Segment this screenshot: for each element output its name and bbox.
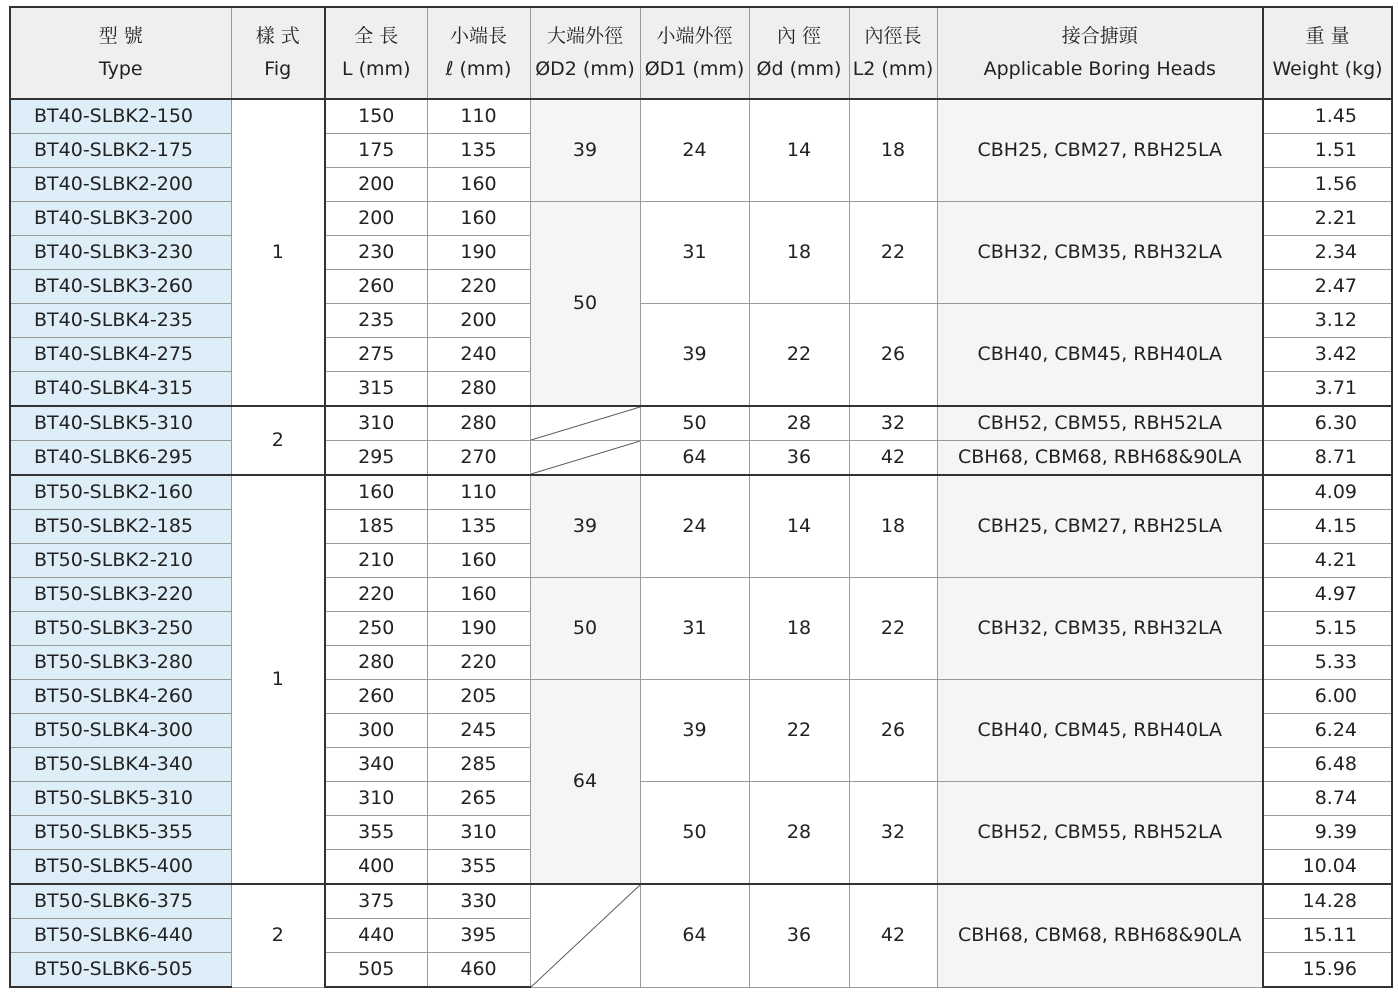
table-row [10,782,1392,816]
table-row [10,475,1392,510]
weight-cell: 2.34 [1263,236,1392,270]
type-cell: BT40-SLBK2-200 [10,168,231,202]
weight-cell: 15.11 [1263,919,1392,953]
length-cell: 200 [325,202,427,236]
weight-cell: 2.21 [1263,202,1392,236]
small-end-length-cell: 240 [427,338,530,372]
type-cell: BT50-SLBK3-250 [10,612,231,646]
small-end-length-cell: 160 [427,578,530,612]
weight-cell: 5.33 [1263,646,1392,680]
weight-cell: 5.15 [1263,612,1392,646]
weight-cell: 1.45 [1263,99,1392,134]
weight-cell: 1.51 [1263,134,1392,168]
header-small-end-length [427,7,530,99]
weight-cell: 15.96 [1263,953,1392,988]
table-row [10,441,1392,476]
inner-diameter-cell: 14 [749,475,849,578]
type-cell: BT40-SLBK4-315 [10,372,231,407]
type-cell: BT40-SLBK2-175 [10,134,231,168]
large-od-cell: 39 [530,475,640,578]
fig-cell: 2 [231,406,325,475]
small-end-length-cell: 220 [427,646,530,680]
small-end-length-cell: 310 [427,816,530,850]
inner-length-cell: 32 [849,782,937,885]
header-boring-heads [937,7,1263,99]
inner-length-cell: 26 [849,304,937,407]
header-en: L2 (mm) [852,58,934,80]
small-end-length-cell: 285 [427,748,530,782]
length-cell: 310 [325,406,427,441]
length-cell: 440 [325,919,427,953]
small-end-length-cell: 355 [427,850,530,885]
length-cell: 200 [325,168,427,202]
small-od-cell: 31 [640,578,749,680]
spec-table [9,6,1393,988]
header-row [10,7,1392,99]
type-cell: BT50-SLBK3-280 [10,646,231,680]
inner-diameter-cell: 14 [749,99,849,202]
type-cell: BT40-SLBK4-235 [10,304,231,338]
length-cell: 175 [325,134,427,168]
weight-cell: 6.48 [1263,748,1392,782]
table-row [10,99,1392,134]
header-type [10,7,231,99]
table-row [10,202,1392,236]
weight-cell: 2.47 [1263,270,1392,304]
inner-diameter-cell: 36 [749,884,849,987]
boring-heads-cell: CBH40, CBM45, RBH40LA [937,680,1263,782]
small-end-length-cell: 280 [427,372,530,407]
inner-length-cell: 22 [849,578,937,680]
header-small-od [640,7,749,99]
header-inner-diameter [749,7,849,99]
small-end-length-cell: 160 [427,544,530,578]
type-cell: BT50-SLBK2-160 [10,475,231,510]
small-od-cell: 64 [640,884,749,987]
weight-cell: 3.42 [1263,338,1392,372]
header-zh: 內徑長 [864,25,922,47]
small-od-cell: 31 [640,202,749,304]
boring-heads-cell: CBH52, CBM55, RBH52LA [937,782,1263,885]
type-cell: BT50-SLBK2-210 [10,544,231,578]
type-cell: BT40-SLBK3-260 [10,270,231,304]
type-cell: BT50-SLBK5-310 [10,782,231,816]
large-od-diagonal-cell [530,884,640,987]
length-cell: 300 [325,714,427,748]
header-en: Weight (kg) [1272,58,1383,80]
small-end-length-cell: 135 [427,510,530,544]
small-end-length-cell: 460 [427,953,530,988]
inner-diameter-cell: 28 [749,782,849,885]
header-en: Type [98,58,143,80]
type-cell: BT40-SLBK6-295 [10,441,231,476]
small-end-length-cell: 110 [427,99,530,134]
inner-length-cell: 18 [849,99,937,202]
weight-cell: 9.39 [1263,816,1392,850]
small-od-cell: 50 [640,782,749,885]
type-cell: BT50-SLBK3-220 [10,578,231,612]
weight-cell: 6.30 [1263,406,1392,441]
small-od-cell: 24 [640,99,749,202]
header-length [325,7,427,99]
weight-cell: 6.24 [1263,714,1392,748]
small-end-length-cell: 190 [427,236,530,270]
weight-cell: 3.12 [1263,304,1392,338]
length-cell: 235 [325,304,427,338]
large-od-cell: 50 [530,202,640,407]
small-end-length-cell: 110 [427,475,530,510]
length-cell: 260 [325,270,427,304]
type-cell: BT50-SLBK4-340 [10,748,231,782]
small-end-length-cell: 330 [427,884,530,919]
large-od-diagonal-cell [530,441,640,476]
weight-cell: 4.09 [1263,475,1392,510]
small-end-length-cell: 245 [427,714,530,748]
length-cell: 295 [325,441,427,476]
type-cell: BT40-SLBK3-230 [10,236,231,270]
small-end-length-cell: 205 [427,680,530,714]
small-end-length-cell: 160 [427,168,530,202]
table-row [10,304,1392,338]
header-zh: 型 號 [98,25,143,47]
type-cell: BT50-SLBK2-185 [10,510,231,544]
table-row [10,406,1392,441]
boring-heads-cell: CBH25, CBM27, RBH25LA [937,475,1263,578]
header-zh: 內 徑 [776,25,822,47]
weight-cell: 4.15 [1263,510,1392,544]
large-od-diagonal-cell [530,406,640,441]
small-end-length-cell: 395 [427,919,530,953]
inner-length-cell: 26 [849,680,937,782]
inner-length-cell: 42 [849,441,937,476]
inner-length-cell: 22 [849,202,937,304]
weight-cell: 4.97 [1263,578,1392,612]
inner-diameter-cell: 36 [749,441,849,476]
header-zh: 小端外徑 [656,25,733,47]
small-end-length-cell: 220 [427,270,530,304]
length-cell: 280 [325,646,427,680]
boring-heads-cell: CBH68, CBM68, RBH68&90LA [937,441,1263,476]
weight-cell: 1.56 [1263,168,1392,202]
type-cell: BT50-SLBK5-355 [10,816,231,850]
inner-length-cell: 18 [849,475,937,578]
length-cell: 185 [325,510,427,544]
small-end-length-cell: 270 [427,441,530,476]
boring-heads-cell: CBH40, CBM45, RBH40LA [937,304,1263,407]
boring-heads-cell: CBH32, CBM35, RBH32LA [937,578,1263,680]
header-en: Ød (mm) [756,58,842,80]
inner-diameter-cell: 22 [749,680,849,782]
length-cell: 505 [325,953,427,988]
length-cell: 230 [325,236,427,270]
header-inner-length [849,7,937,99]
length-cell: 150 [325,99,427,134]
boring-heads-cell: CBH52, CBM55, RBH52LA [937,406,1263,441]
fig-cell: 1 [231,99,325,406]
small-end-length-cell: 135 [427,134,530,168]
length-cell: 160 [325,475,427,510]
weight-cell: 8.74 [1263,782,1392,816]
length-cell: 315 [325,372,427,407]
inner-diameter-cell: 22 [749,304,849,407]
small-od-cell: 64 [640,441,749,476]
length-cell: 355 [325,816,427,850]
type-cell: BT50-SLBK4-260 [10,680,231,714]
inner-diameter-cell: 18 [749,202,849,304]
weight-cell: 14.28 [1263,884,1392,919]
header-large-od [530,7,640,99]
length-cell: 250 [325,612,427,646]
header-en: L (mm) [342,58,411,80]
length-cell: 340 [325,748,427,782]
type-cell: BT40-SLBK5-310 [10,406,231,441]
small-end-length-cell: 200 [427,304,530,338]
type-cell: BT40-SLBK3-200 [10,202,231,236]
inner-length-cell: 42 [849,884,937,987]
type-cell: BT40-SLBK4-275 [10,338,231,372]
header-en: Fig [264,58,292,80]
fig-cell: 1 [231,475,325,884]
inner-diameter-cell: 18 [749,578,849,680]
large-od-cell: 50 [530,578,640,680]
weight-cell: 10.04 [1263,850,1392,885]
weight-cell: 4.21 [1263,544,1392,578]
table-row [10,680,1392,714]
header-zh: 接合搪頭 [1061,25,1138,47]
header-zh: 全 長 [354,25,399,47]
header-en: ØD2 (mm) [535,58,635,80]
header-en: Applicable Boring Heads [983,58,1216,80]
length-cell: 210 [325,544,427,578]
boring-heads-cell: CBH25, CBM27, RBH25LA [937,99,1263,202]
small-od-cell: 24 [640,475,749,578]
table-row [10,884,1392,919]
length-cell: 375 [325,884,427,919]
small-end-length-cell: 160 [427,202,530,236]
fig-cell: 2 [231,884,325,987]
weight-cell: 3.71 [1263,372,1392,407]
type-cell: BT50-SLBK6-375 [10,884,231,919]
header-zh: 大端外徑 [546,25,623,47]
header-fig [231,7,325,99]
length-cell: 275 [325,338,427,372]
small-end-length-cell: 280 [427,406,530,441]
header-zh: 樣 式 [255,25,300,47]
type-cell: BT50-SLBK4-300 [10,714,231,748]
header-zh: 小端長 [449,25,507,47]
length-cell: 310 [325,782,427,816]
boring-heads-cell: CBH68, CBM68, RBH68&90LA [937,884,1263,987]
length-cell: 400 [325,850,427,885]
table-body [10,99,1392,987]
small-od-cell: 39 [640,680,749,782]
header-en: ØD1 (mm) [644,58,745,80]
header-weight [1263,7,1392,99]
type-cell: BT40-SLBK2-150 [10,99,231,134]
small-end-length-cell: 265 [427,782,530,816]
small-end-length-cell: 190 [427,612,530,646]
large-od-cell: 64 [530,680,640,885]
header-zh: 重 量 [1305,25,1350,47]
table-row [10,578,1392,612]
small-od-cell: 39 [640,304,749,407]
type-cell: BT50-SLBK6-505 [10,953,231,988]
type-cell: BT50-SLBK5-400 [10,850,231,885]
weight-cell: 6.00 [1263,680,1392,714]
large-od-cell: 39 [530,99,640,202]
weight-cell: 8.71 [1263,441,1392,476]
type-cell: BT50-SLBK6-440 [10,919,231,953]
inner-length-cell: 32 [849,406,937,441]
small-od-cell: 50 [640,406,749,441]
inner-diameter-cell: 28 [749,406,849,441]
boring-heads-cell: CBH32, CBM35, RBH32LA [937,202,1263,304]
length-cell: 220 [325,578,427,612]
length-cell: 260 [325,680,427,714]
header-en: ℓ (mm) [445,58,512,80]
